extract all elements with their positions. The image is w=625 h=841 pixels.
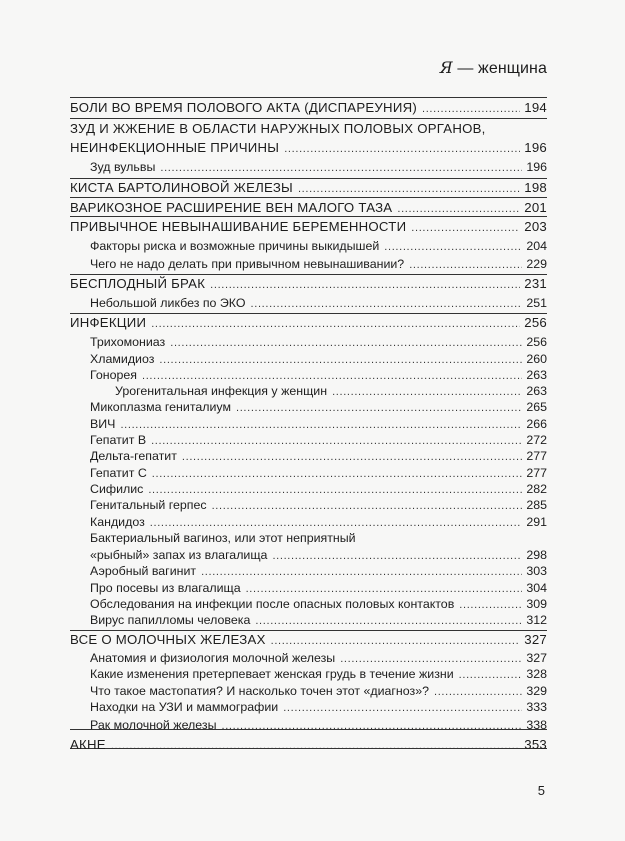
toc-section-entry[interactable] <box>70 449 547 463</box>
toc-entry-title: Про посевы из влагалища <box>90 581 241 595</box>
toc-section-entry[interactable] <box>70 597 547 611</box>
dot-leader <box>151 315 520 330</box>
dot-leader <box>409 257 522 271</box>
dot-leader <box>298 180 520 195</box>
dot-leader <box>246 581 523 595</box>
toc-entry-page-number: 303 <box>526 564 547 578</box>
dot-leader <box>434 684 522 698</box>
toc-entry-page-number: 329 <box>526 684 547 698</box>
section-divider <box>70 118 547 119</box>
toc-chapter-entry[interactable] <box>70 100 547 115</box>
dot-leader <box>422 100 520 115</box>
dot-leader <box>160 160 522 174</box>
dot-leader <box>222 718 523 732</box>
toc-section-entry[interactable] <box>70 239 547 253</box>
toc-entry-title: ВАРИКОЗНОЕ РАСШИРЕНИЕ ВЕН МАЛОГО ТАЗА <box>70 200 393 215</box>
dot-leader <box>332 384 522 398</box>
toc-section-entry[interactable] <box>70 296 547 310</box>
toc-section-entry[interactable] <box>70 335 547 349</box>
dot-leader <box>459 597 522 611</box>
section-divider <box>70 274 547 275</box>
toc-section-entry[interactable] <box>70 613 547 627</box>
toc-entry-title: Факторы риска и возможные причины выкидышей <box>90 239 380 253</box>
toc-entry-page-number: 338 <box>526 718 547 732</box>
dot-leader <box>459 667 523 681</box>
dot-leader <box>397 200 520 215</box>
toc-entry-title: Сифилис <box>90 482 144 496</box>
toc-entry-page-number: 277 <box>526 449 547 463</box>
toc-chapter-entry[interactable] <box>70 219 547 234</box>
toc-chapter-entry[interactable] <box>70 632 547 647</box>
toc-entry-page-number: 260 <box>526 352 547 366</box>
dot-leader <box>150 515 523 529</box>
toc-entry-title: АКНЕ <box>70 737 106 752</box>
toc-entry-title: ВСЕ О МОЛОЧНЫХ ЖЕЛЕЗАХ <box>70 632 266 647</box>
toc-entry-title: Гепатит В <box>90 433 147 447</box>
toc-entry-page-number: 194 <box>524 100 547 115</box>
toc-entry-title: Бактериальный вагиноз, или этот неприятный <box>90 531 356 545</box>
toc-section-entry[interactable] <box>70 433 547 447</box>
section-divider <box>70 313 547 314</box>
toc-entry-title: Гонорея <box>90 368 137 382</box>
toc-section-entry[interactable] <box>70 581 547 595</box>
toc-entry-title: ИНФЕКЦИИ <box>70 315 147 330</box>
section-divider <box>70 216 547 217</box>
toc-entry-page-number: 291 <box>526 515 547 529</box>
dot-leader <box>182 449 522 463</box>
toc-entry-title: «рыбный» запах из влагалища <box>90 548 268 562</box>
section-divider <box>70 97 547 98</box>
toc-entry-page-number: 333 <box>526 700 547 714</box>
toc-entry-title: Чего не надо делать при привычном невынашивании? <box>90 257 405 271</box>
toc-entry-page-number: 309 <box>526 597 547 611</box>
toc-section-entry[interactable] <box>70 498 547 512</box>
toc-entry-page-number: 196 <box>524 140 547 155</box>
toc-chapter-entry[interactable] <box>70 180 547 195</box>
toc-entry-title: Генитальный герпес <box>90 498 207 512</box>
toc-entry-title: ВИЧ <box>90 417 116 431</box>
dot-leader <box>236 400 522 414</box>
toc-entry-page-number: 304 <box>526 581 547 595</box>
dot-leader <box>272 548 522 562</box>
toc-entry-page-number: 312 <box>526 613 547 627</box>
toc-entry-title: ПРИВЫЧНОЕ НЕВЫНАШИВАНИЕ БЕРЕМЕННОСТИ <box>70 219 407 234</box>
dot-leader <box>271 632 521 647</box>
toc-entry-page-number: 203 <box>524 219 547 234</box>
toc-entry-title: Находки на УЗИ и маммографии <box>90 700 279 714</box>
dot-leader <box>151 433 522 447</box>
toc-section-entry[interactable] <box>70 368 547 382</box>
toc-entry-page-number: 285 <box>526 498 547 512</box>
toc-entry-title: БОЛИ ВО ВРЕМЯ ПОЛОВОГО АКТА (ДИСПАРЕУНИЯ) <box>70 100 417 115</box>
dot-leader <box>283 700 522 714</box>
toc-entry-page-number: 263 <box>526 368 547 382</box>
toc-entry-title: Хламидиоз <box>90 352 155 366</box>
toc-entry-page-number: 201 <box>524 200 547 215</box>
toc-section-entry[interactable] <box>70 564 547 578</box>
dot-leader <box>210 276 520 291</box>
toc-chapter-entry[interactable] <box>70 276 547 291</box>
toc-section-entry[interactable] <box>70 718 547 732</box>
toc-section-entry[interactable] <box>70 515 547 529</box>
dot-leader <box>340 651 522 665</box>
toc-entry-page-number: 256 <box>526 335 547 349</box>
dot-leader <box>284 140 520 155</box>
toc-entry-title: Дельта-гепатит <box>90 449 177 463</box>
toc-entry-page-number: 251 <box>526 296 547 310</box>
toc-entry-title: Какие изменения претерпевает женская грудь в течение жизни <box>90 667 454 681</box>
dot-leader <box>152 466 523 480</box>
toc-entry-title: ЗУД И ЖЖЕНИЕ В ОБЛАСТИ НАРУЖНЫХ ПОЛОВЫХ ОРГАНОВ, <box>70 121 486 136</box>
toc-entry-page-number: 198 <box>524 180 547 195</box>
toc-entry-title: Анатомия и физиология молочной железы <box>90 651 336 665</box>
section-divider <box>70 197 547 198</box>
toc-entry-page-number: 204 <box>526 239 547 253</box>
toc-chapter-entry[interactable] <box>70 737 547 752</box>
toc-section-entry[interactable] <box>70 684 547 698</box>
toc-entry-page-number: 282 <box>526 482 547 496</box>
toc-chapter-entry[interactable] <box>70 200 547 215</box>
toc-entry-title: Урогенитальная инфекция у женщин <box>115 384 328 398</box>
toc-section-entry[interactable] <box>70 352 547 366</box>
dot-leader <box>148 482 522 496</box>
toc-section-entry[interactable] <box>70 160 547 174</box>
toc-section-entry[interactable] <box>70 417 547 431</box>
dot-leader <box>411 219 520 234</box>
toc-entry-page-number: 277 <box>526 466 547 480</box>
dot-leader <box>120 417 522 431</box>
toc-entry-page-number: 263 <box>526 384 547 398</box>
dot-leader <box>159 352 522 366</box>
toc-entry-page-number: 353 <box>524 737 547 752</box>
toc-entry-page-number: 196 <box>526 160 547 174</box>
toc-section-entry[interactable] <box>70 548 547 562</box>
toc-entry-page-number: 328 <box>526 667 547 681</box>
dot-leader <box>212 498 523 512</box>
dot-leader <box>142 368 522 382</box>
toc-entry-page-number: 298 <box>526 548 547 562</box>
section-divider <box>70 630 547 631</box>
toc-entry-title: Зуд вульвы <box>90 160 156 174</box>
toc-entry-title: Кандидоз <box>90 515 145 529</box>
toc-chapter-entry[interactable] <box>70 121 547 136</box>
dot-leader <box>384 239 522 253</box>
toc-section-entry[interactable] <box>70 466 547 480</box>
dot-leader <box>111 737 520 752</box>
toc-section-entry[interactable] <box>70 482 547 496</box>
toc-section-entry[interactable] <box>70 257 547 271</box>
toc-entry-page-number: 266 <box>526 417 547 431</box>
toc-section-entry[interactable] <box>70 651 547 665</box>
toc-entry-title: Аэробный вагинит <box>90 564 197 578</box>
toc-entry-page-number: 327 <box>524 632 547 647</box>
toc-entry-title: Небольшой ликбез по ЭКО <box>90 296 246 310</box>
toc-entry-title: Трихомониаз <box>90 335 166 349</box>
dot-leader <box>170 335 522 349</box>
dot-leader <box>251 296 523 310</box>
section-divider <box>70 178 547 179</box>
dot-leader <box>255 613 522 627</box>
dot-leader <box>201 564 522 578</box>
toc-entry-title: Обследования на инфекции после опасных половых контактов <box>90 597 455 611</box>
toc-entry-page-number: 272 <box>526 433 547 447</box>
toc-entry-title: НЕИНФЕКЦИОННЫЕ ПРИЧИНЫ <box>70 140 280 155</box>
running-header <box>440 58 547 78</box>
toc-section-entry[interactable] <box>70 400 547 414</box>
toc-section-entry[interactable] <box>70 384 547 398</box>
toc-entry-page-number: 256 <box>524 315 547 330</box>
running-header-text: — женщина <box>452 60 547 77</box>
toc-entry-page-number: 265 <box>526 400 547 414</box>
toc-entry-page-number: 231 <box>524 276 547 291</box>
toc-section-entry[interactable] <box>70 667 547 681</box>
toc-entry-title: Микоплазма гениталиум <box>90 400 231 414</box>
toc-entry-page-number: 229 <box>526 257 547 271</box>
page-number: 5 <box>537 783 545 798</box>
toc-entry-title: Вирус папилломы человека <box>90 613 251 627</box>
toc-entry-title: Гепатит С <box>90 466 147 480</box>
toc-entry-title: Рак молочной железы <box>90 718 217 732</box>
toc-section-entry[interactable] <box>70 531 547 545</box>
toc-entry-title: Что такое мастопатия? И насколько точен этот «диагноз»? <box>90 684 429 698</box>
toc-entry-title: БЕСПЛОДНЫЙ БРАК <box>70 276 206 291</box>
toc-entry-title: КИСТА БАРТОЛИНОВОЙ ЖЕЛЕЗЫ <box>70 180 293 195</box>
running-header-initial: Я <box>439 58 453 77</box>
toc-entry-page-number: 327 <box>526 651 547 665</box>
toc-chapter-entry[interactable] <box>70 315 547 330</box>
toc-section-entry[interactable] <box>70 700 547 714</box>
toc-chapter-entry[interactable] <box>70 140 547 155</box>
